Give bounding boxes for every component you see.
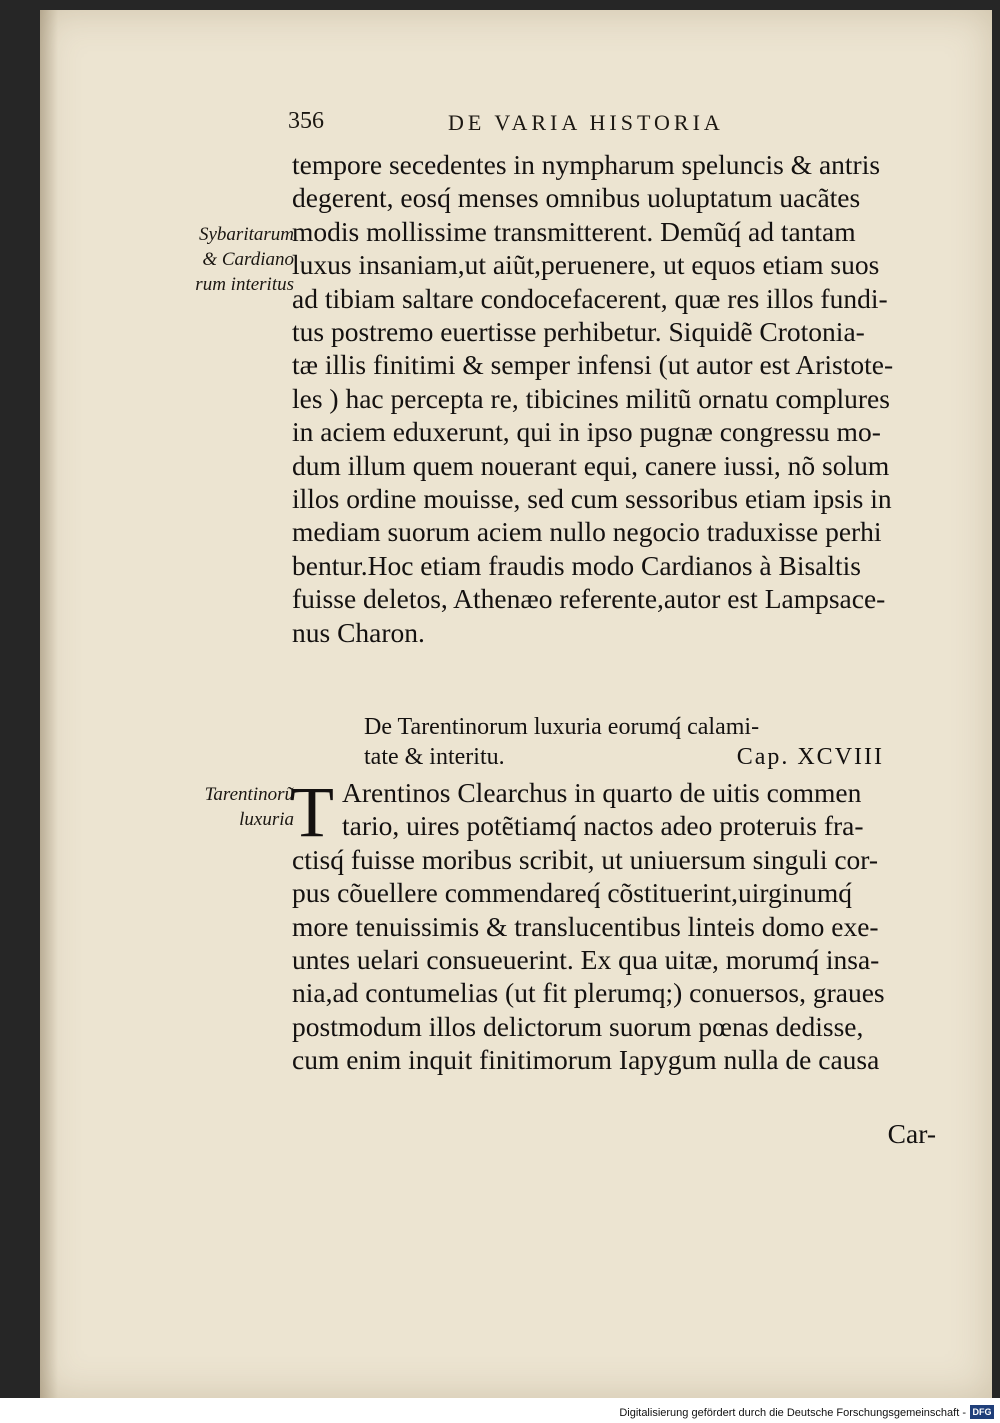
text-line: mediam suorum aciem nullo negocio traduxisse perhi [292,516,882,548]
text-line: nia,ad contumelias (ut fit plerumq;) conuersos, graues [292,977,885,1009]
text-line: more tenuissimis & translucentibus linteis domo exe- [292,910,879,942]
text-line: tæ illis finitimi & semper infensi (ut autor est Aristote- [292,349,894,381]
text-line: bentur.Hoc etiam fraudis modo Cardianos à Bisaltis [292,549,861,581]
paragraph-tarentinorum [290,772,972,1077]
marginal-note-line: Tarentinorũ [204,784,294,805]
text-line: illos ordine mouisse, sed cum sessoribus etiam ipsis in [292,483,892,515]
text-line: ad tibiam saltare condocefacerent, quæ res illos fundi- [292,282,888,314]
marginal-note-line: rum interitus [195,274,294,295]
text-line: modis mollissime transmitterent. Demũq́ ad tantam [292,215,856,247]
marginal-note-tarentinorum [144,782,294,832]
book-page [40,10,992,1398]
text-line: dum illum quem nouerant equi, canere iussi, nõ solum [292,449,890,481]
running-title: DE VARIA HISTORIA [448,110,724,135]
marginal-note-sybaritarum [144,222,294,297]
text-line: fuisse deletos, Athenæo referente,autor est Lampsace- [292,583,886,615]
chapter-heading-line: De Tarentinorum luxuria eorumq́ calami- [364,714,760,740]
text-line: in aciem eduxerunt, qui in ipso pugnæ congressu mo- [292,416,881,448]
text-line: cum enim inquit finitimorum Iapygum nulla de causa [292,1044,880,1076]
page-header [288,108,818,144]
text-line: Arentinos Clearchus in quarto de uitis commen [342,777,862,808]
catchword: Car- [887,1118,936,1149]
digitization-footer [0,1398,1000,1423]
text-line: tempore secedentes in nympharum speluncis & antris [292,149,881,180]
dfg-logo-icon: DFG [970,1405,994,1419]
paragraph-sybaritarum [292,148,972,649]
marginal-note-line: Sybaritarum [199,224,294,245]
chapter-heading-line: tate & interitu. [364,744,505,770]
chapter-number: Cap. XCVIII [736,744,884,770]
page-number: 356 [288,108,324,134]
text-line: pus cõuellere commendareq́ cõstituerint,uirginumq́ [292,877,853,909]
text-line: tario, uires potẽtiamq́ nactos adeo proteruis fra- [342,810,864,842]
marginal-note-line: & Cardiano [202,249,294,270]
chapter-heading [364,712,884,772]
text-line: postmodum illos delictorum suorum pœnas dedisse, [292,1010,864,1042]
text-line: luxus insaniam,ut aiũt,peruenere, ut equos etiam suos [292,249,880,281]
text-line: nus Charon. [292,616,425,648]
text-line: ctisq́ fuisse moribus scribit, ut uniuersum singuli cor- [292,843,879,875]
text-line: untes uelari consueuerint. Ex qua uitæ, morumq́ insa- [292,944,880,976]
text-line: tus postremo euertisse perhibetur. Siquidẽ Crotonia- [292,316,865,348]
funding-notice: Digitalisierung gefördert durch die Deutsche Forschungsgemeinschaft - [619,1407,966,1419]
text-line: degerent, eosq́ menses omnibus uoluptatum uacãtes [292,182,861,214]
drop-cap-initial: T [290,772,334,852]
text-line: les ) hac percepta re, tibicines militũ ornatu complures [292,382,890,414]
marginal-note-line: luxuria [239,809,294,830]
